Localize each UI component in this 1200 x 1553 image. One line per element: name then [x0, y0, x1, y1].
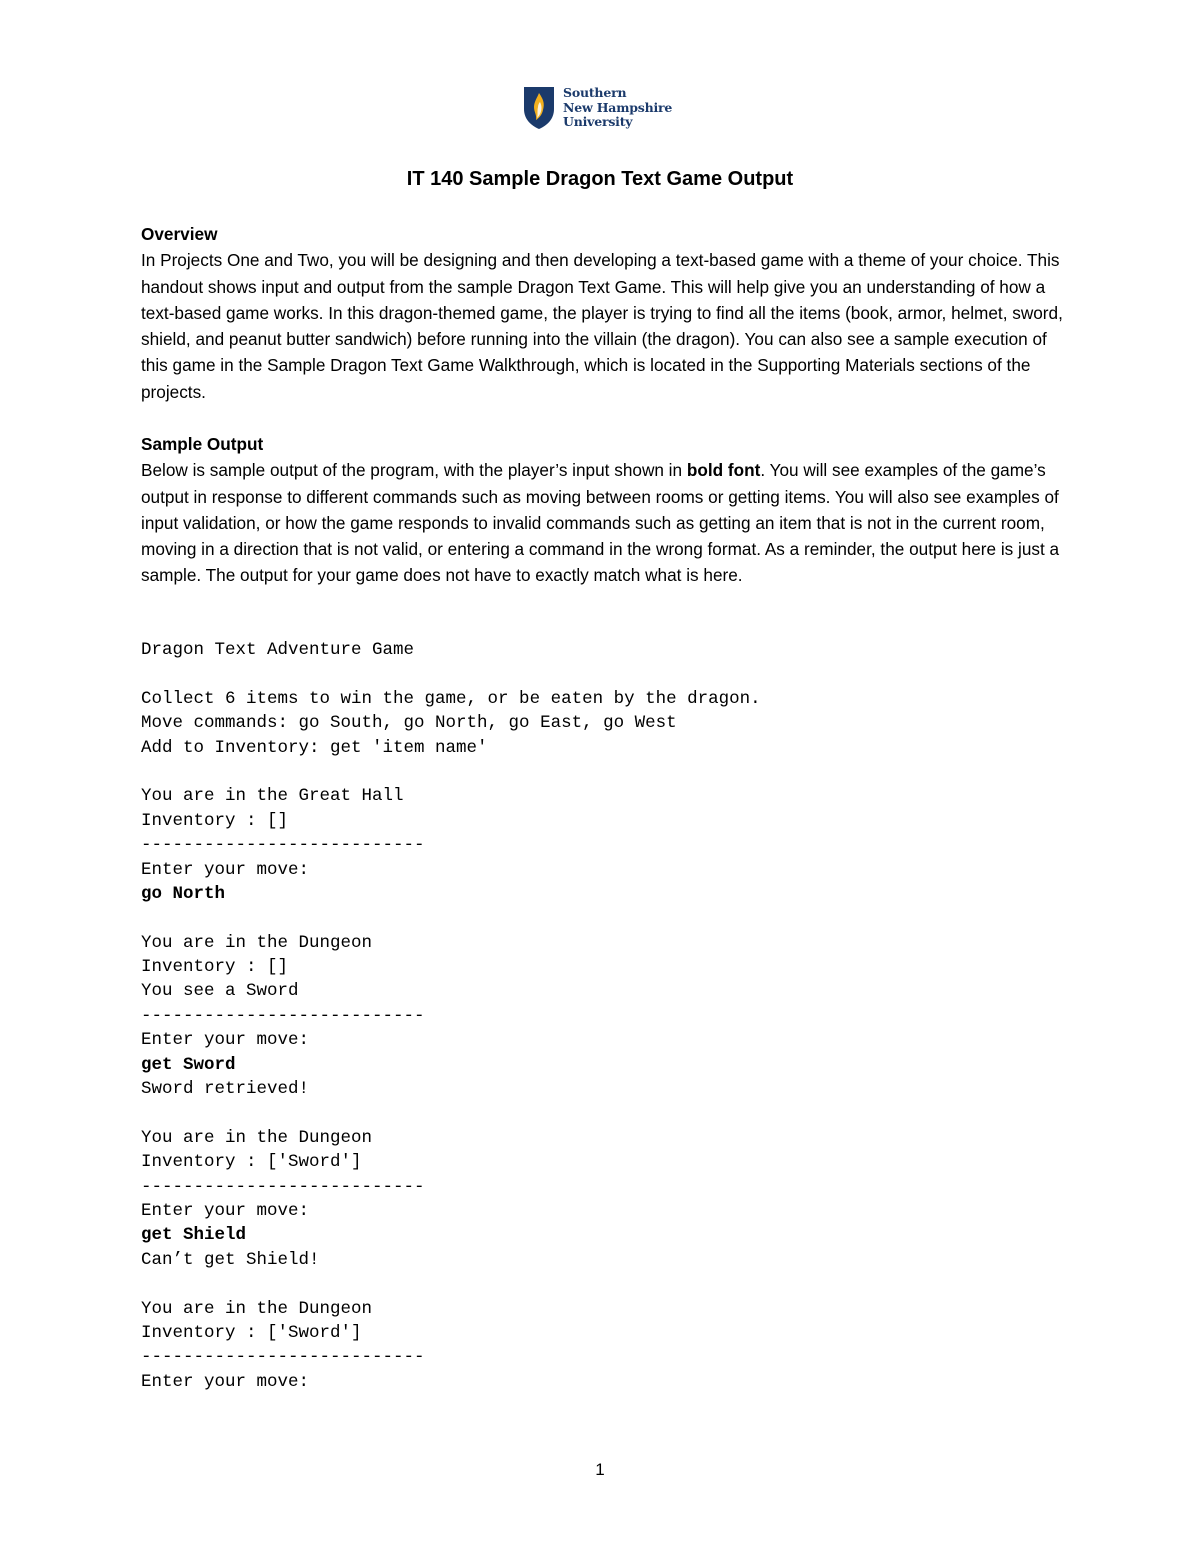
page-number: 1	[595, 1460, 605, 1479]
console-output-line: Collect 6 items to win the game, or be eaten by the dragon.	[141, 688, 761, 709]
console-output-line: Move commands: go South, go North, go East, go West	[141, 713, 677, 734]
console-output-line: Inventory : ['Sword']	[141, 1152, 362, 1173]
console-output-line	[141, 1101, 1071, 1125]
console-output-line: ---------------------------	[141, 835, 425, 856]
console-output-line: ---------------------------	[141, 1176, 425, 1197]
university-logo	[522, 85, 672, 131]
overview-body: In Projects One and Two, you will be designing and then developing a text-based game with a theme of your choice. This handout shows input and output from the sample Dragon Text Game. This will help give you an understanding of how a text-based game works. In this dragon-themed game, the player is trying to find all the items (book, armor, helmet, sword, shield, and peanut butter sandwich) before running into the villain (the dragon). You can also see a sample execution of this game in the Sample Dragon Text Game Walkthrough, which is located in the Supporting Materials sections of the projects.	[141, 250, 1063, 402]
sample-output-text-before: Below is sample output of the program, with the player’s input shown in	[141, 460, 687, 481]
console-output-line: Enter your move:	[141, 1030, 310, 1051]
console-output-line: Inventory : []	[141, 810, 289, 831]
console-input-line: go North	[141, 883, 226, 904]
console-output-line	[141, 760, 1071, 784]
sample-output-body	[141, 457, 1066, 588]
console-input-line: get Sword	[141, 1054, 236, 1075]
console-output-line: Enter your move:	[141, 859, 310, 880]
sample-output-heading: Sample Output	[141, 434, 264, 454]
console-output-line: You are in the Dungeon	[141, 1298, 373, 1319]
sample-output-section	[141, 431, 1066, 589]
console-output-line	[141, 662, 1071, 686]
console-output-line	[141, 1272, 1071, 1296]
console-output-line: Sword retrieved!	[141, 1079, 310, 1100]
sample-output-text-after: . You will see examples of the game’s output in response to different commands such as moving between rooms or getting items. You will also see examples of input validation, or how the game responds to invalid commands such as getting an item that is not in the current room, moving in a direction that is not valid, or entering a command in the wrong format. As a reminder, the output here is just a sample. The output for your game does not have to exactly match what is here.	[141, 460, 1060, 586]
console-input-line: get Shield	[141, 1225, 247, 1246]
sample-output-bold-text: bold font	[686, 460, 761, 481]
overview-section	[141, 221, 1066, 405]
console-output	[141, 638, 1071, 1394]
console-output-line: Can’t get Shield!	[141, 1249, 320, 1270]
console-output-line: Add to Inventory: get 'item name'	[141, 737, 488, 758]
university-name	[563, 86, 672, 130]
console-output-line: You see a Sword	[141, 981, 299, 1002]
console-output-line: Dragon Text Adventure Game	[141, 640, 415, 660]
overview-heading: Overview	[141, 224, 218, 244]
logo-line-2: New Hampshire	[563, 99, 673, 115]
logo-line-1: Southern	[563, 85, 627, 101]
console-output-line: You are in the Dungeon	[141, 932, 373, 953]
console-output-line: Enter your move:	[141, 1371, 310, 1392]
console-output-line	[141, 906, 1071, 930]
console-output-line: You are in the Dungeon	[141, 1127, 373, 1148]
console-output-line: Enter your move:	[141, 1200, 310, 1221]
console-output-line: ---------------------------	[141, 1005, 425, 1026]
page-title: IT 140 Sample Dragon Text Game Output	[406, 168, 794, 190]
snhu-shield-flame-icon	[522, 85, 556, 131]
console-output-line: Inventory : ['Sword']	[141, 1322, 362, 1343]
logo-line-3: University	[563, 114, 633, 130]
console-output-line: You are in the Great Hall	[141, 786, 404, 807]
console-output-line: ---------------------------	[141, 1347, 425, 1368]
console-output-line: Inventory : []	[141, 957, 289, 978]
